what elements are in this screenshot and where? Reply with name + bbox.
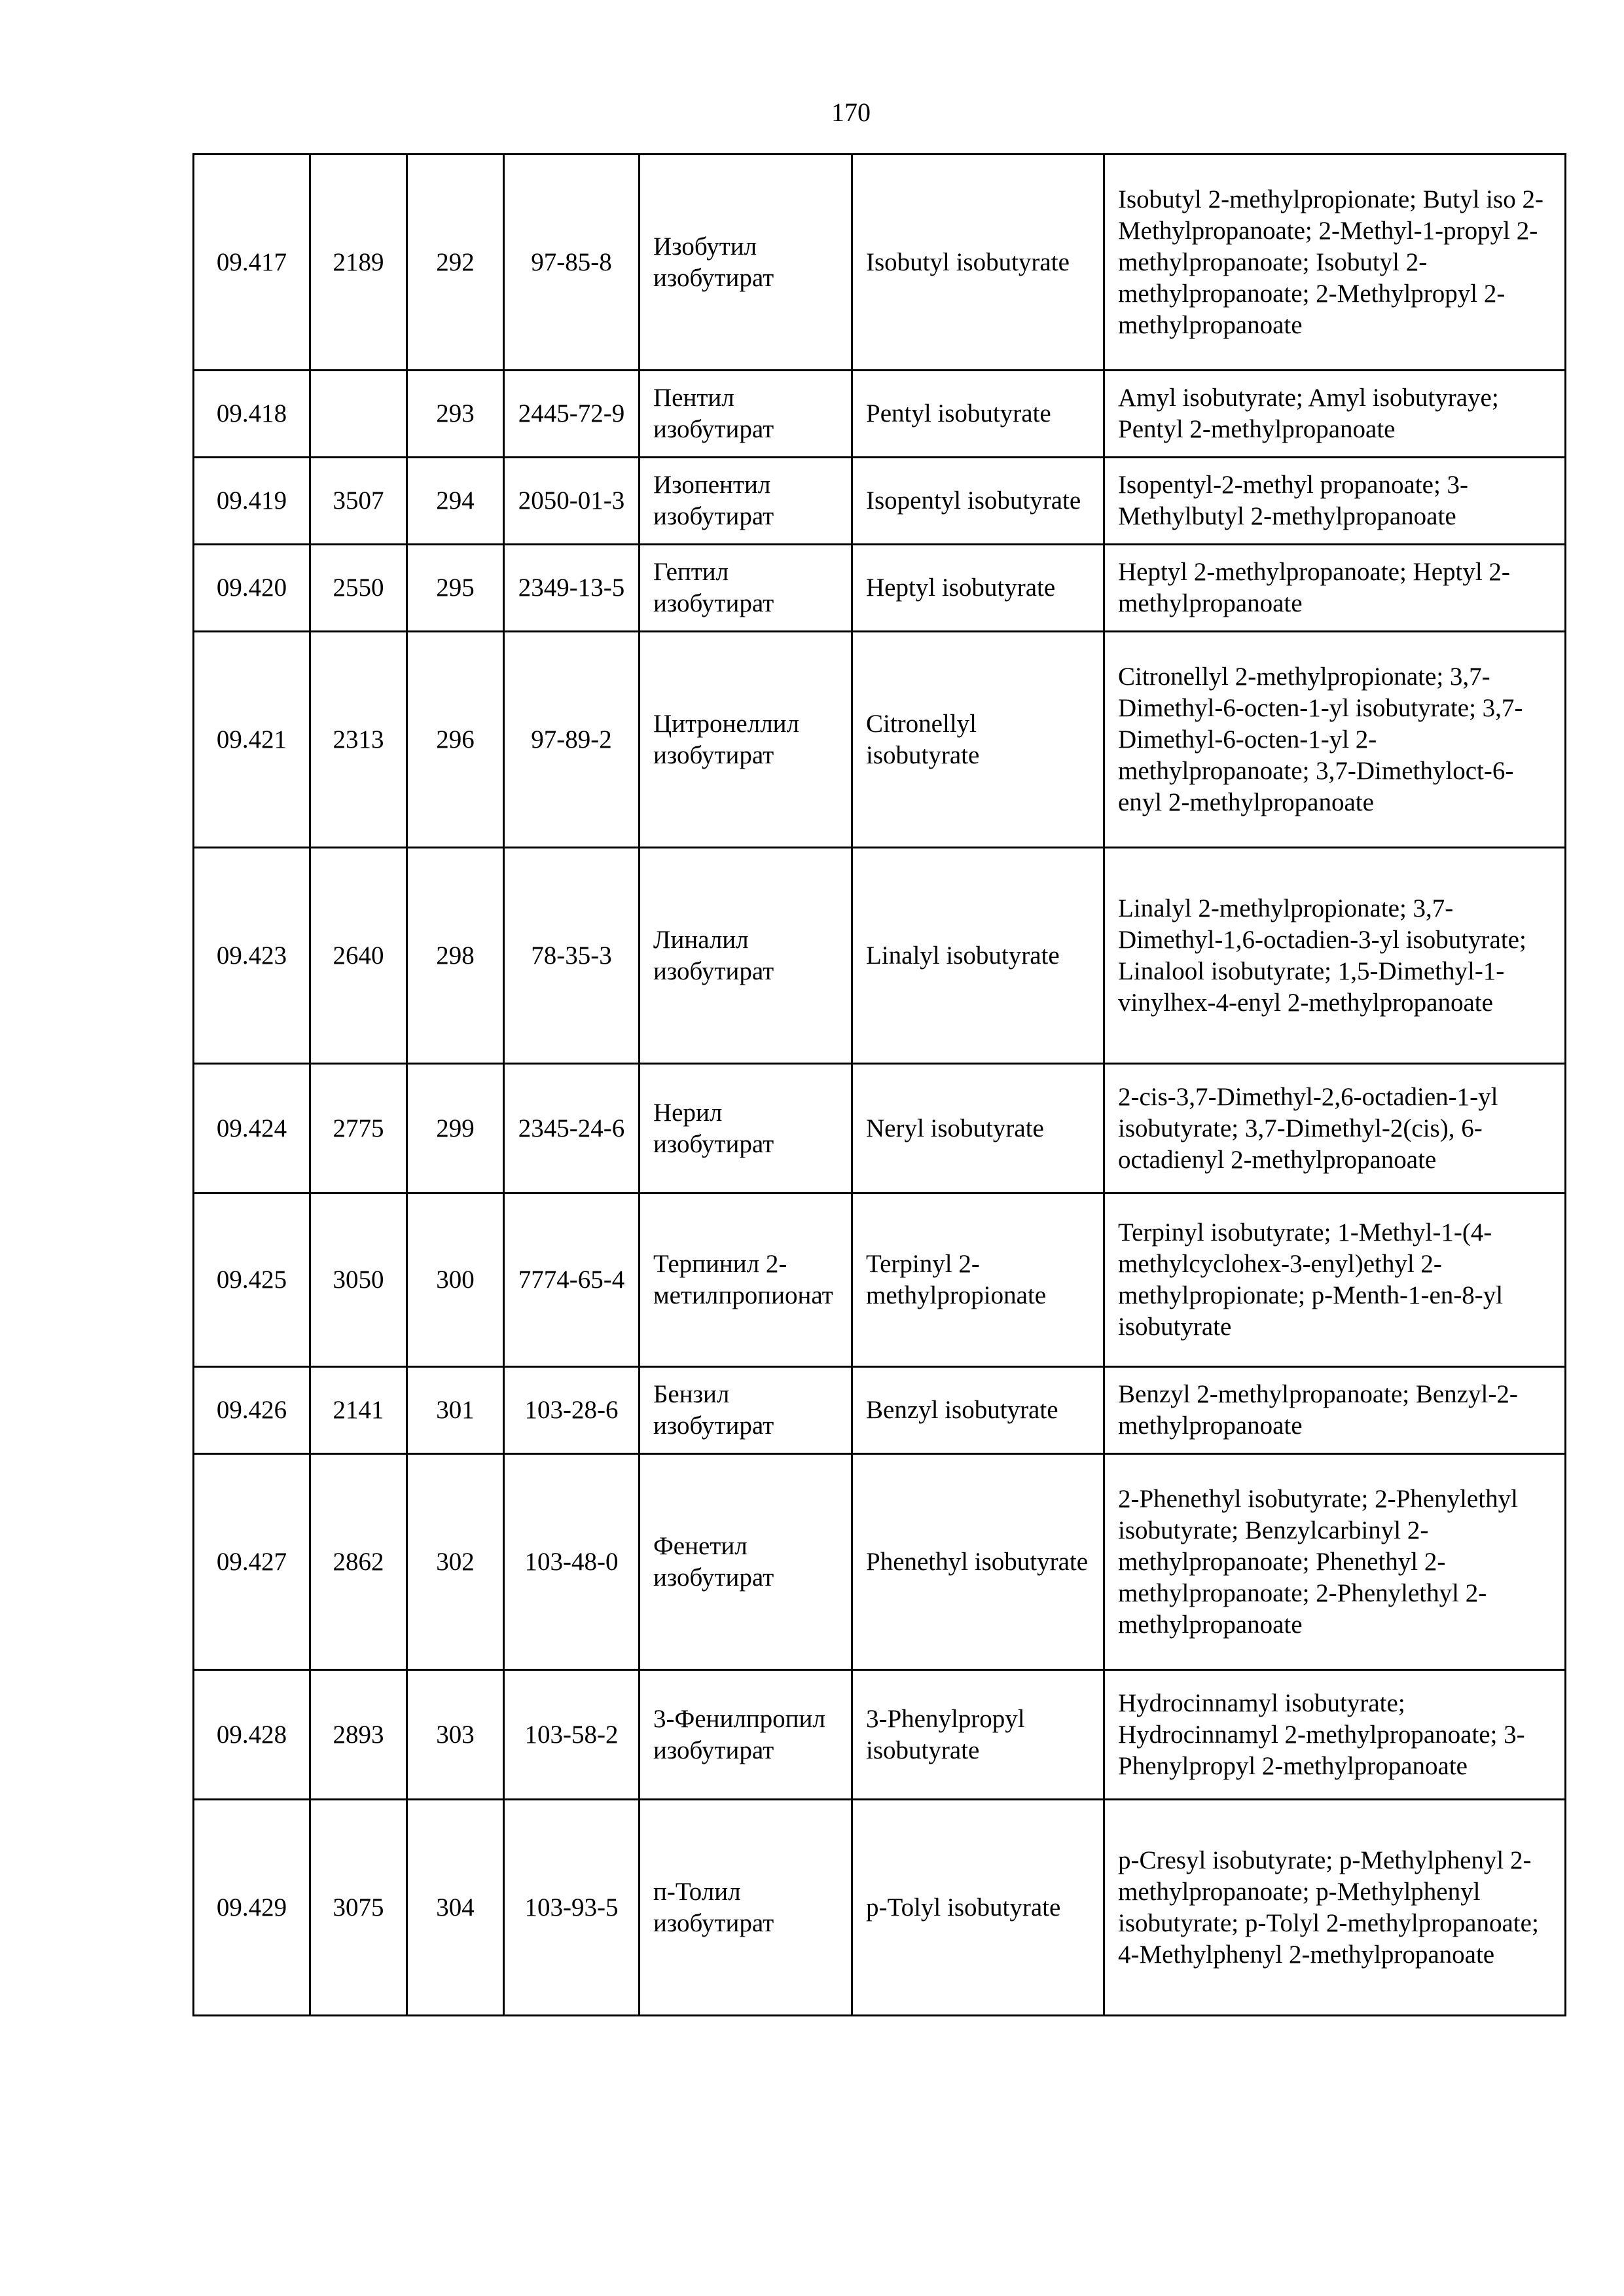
table-row — [194, 1670, 1566, 1800]
cell-fema: 2189 — [310, 155, 407, 371]
cell-name-ru: Терпинил 2-метилпропионат — [640, 1194, 852, 1367]
cell-synonyms: Citronellyl 2-methylpropionate; 3,7-Dimethyl-6-octen-1-yl isobutyrate; 3,7-Dimethyl-6-octen-1-yl 2-methylpropanoate; 3,7-Dimethyloct-6-enyl 2-methylpropanoate — [1104, 632, 1566, 848]
cell-code: 09.423 — [194, 848, 310, 1064]
cell-number: 301 — [407, 1367, 504, 1454]
table-row — [194, 1367, 1566, 1454]
cell-name-en: Terpinyl 2-methylpropionate — [852, 1194, 1104, 1367]
cell-name-ru: Бензил изобутират — [640, 1367, 852, 1454]
cell-synonyms: Terpinyl isobutyrate; 1-Methyl-1-(4-methylcyclohex-3-enyl)ethyl 2-methylpropionate; p-Menth-1-en-8-yl isobutyrate — [1104, 1194, 1566, 1367]
table-row — [194, 458, 1566, 545]
cell-number: 299 — [407, 1064, 504, 1194]
cell-fema: 3507 — [310, 458, 407, 545]
cell-name-en: p-Tolyl isobutyrate — [852, 1800, 1104, 2016]
table-row — [194, 1064, 1566, 1194]
cell-cas: 2445-72-9 — [504, 371, 640, 458]
cell-synonyms: Isobutyl 2-methylpropionate; Butyl iso 2-Methylpropanoate; 2-Methyl-1-propyl 2-methylpropanoate; Isobutyl 2-methylpropanoate; 2-Methylpropyl 2-methylpropanoate — [1104, 155, 1566, 371]
cell-number: 295 — [407, 545, 504, 632]
cell-number: 298 — [407, 848, 504, 1064]
cell-cas: 2050-01-3 — [504, 458, 640, 545]
cell-name-ru: Гептил изобутират — [640, 545, 852, 632]
cell-name-ru: Нерил изобутират — [640, 1064, 852, 1194]
cell-name-ru: Фенетил изобутират — [640, 1454, 852, 1670]
cell-name-ru: Пентил изобутират — [640, 371, 852, 458]
cell-cas: 2349-13-5 — [504, 545, 640, 632]
table-row — [194, 1194, 1566, 1367]
cell-fema: 2550 — [310, 545, 407, 632]
cell-number: 296 — [407, 632, 504, 848]
cell-cas: 78-35-3 — [504, 848, 640, 1064]
cell-cas: 103-58-2 — [504, 1670, 640, 1800]
table-row — [194, 545, 1566, 632]
cell-code: 09.426 — [194, 1367, 310, 1454]
cell-name-ru: 3-Фенилпропил изобутират — [640, 1670, 852, 1800]
cell-number: 302 — [407, 1454, 504, 1670]
cell-code: 09.418 — [194, 371, 310, 458]
cell-synonyms: Linalyl 2-methylpropionate; 3,7-Dimethyl-1,6-octadien-3-yl isobutyrate; Linalool isobutyrate; 1,5-Dimethyl-1-vinylhex-4-enyl 2-methylpropanoate — [1104, 848, 1566, 1064]
substance-table — [192, 153, 1566, 2016]
table-row — [194, 1800, 1566, 2016]
cell-cas: 103-48-0 — [504, 1454, 640, 1670]
cell-name-en: Benzyl isobutyrate — [852, 1367, 1104, 1454]
cell-name-ru: п-Толил изобутират — [640, 1800, 852, 2016]
cell-number: 292 — [407, 155, 504, 371]
cell-name-ru: Изопентил изобутират — [640, 458, 852, 545]
cell-name-en: 3-Phenylpropyl isobutyrate — [852, 1670, 1104, 1800]
cell-cas: 97-89-2 — [504, 632, 640, 848]
cell-name-en: Heptyl isobutyrate — [852, 545, 1104, 632]
cell-name-en: Phenethyl isobutyrate — [852, 1454, 1104, 1670]
cell-synonyms: 2-Phenethyl isobutyrate; 2-Phenylethyl isobutyrate; Benzylcarbinyl 2-methylpropanoate; Phenethyl 2-methylpropanoate; 2-Phenylethyl 2-methylpropanoate — [1104, 1454, 1566, 1670]
cell-fema — [310, 371, 407, 458]
cell-name-en: Neryl isobutyrate — [852, 1064, 1104, 1194]
cell-name-en: Citronellyl isobutyrate — [852, 632, 1104, 848]
cell-number: 303 — [407, 1670, 504, 1800]
cell-synonyms: 2-cis-3,7-Dimethyl-2,6-octadien-1-yl isobutyrate; 3,7-Dimethyl-2(cis), 6-octadienyl 2-methylpropanoate — [1104, 1064, 1566, 1194]
cell-code: 09.419 — [194, 458, 310, 545]
cell-synonyms: Hydrocinnamyl isobutyrate; Hydrocinnamyl 2-methylpropanoate; 3- Phenylpropyl 2-methylpropanoate — [1104, 1670, 1566, 1800]
cell-synonyms: Amyl isobutyrate; Amyl isobutyraye; Pentyl 2-methylpropanoate — [1104, 371, 1566, 458]
cell-code: 09.417 — [194, 155, 310, 371]
cell-code: 09.421 — [194, 632, 310, 848]
cell-fema: 3050 — [310, 1194, 407, 1367]
cell-cas: 97-85-8 — [504, 155, 640, 371]
cell-synonyms: Heptyl 2-methylpropanoate; Heptyl 2-methylpropanoate — [1104, 545, 1566, 632]
cell-name-ru: Линалил изобутират — [640, 848, 852, 1064]
cell-code: 09.424 — [194, 1064, 310, 1194]
cell-name-en: Linalyl isobutyrate — [852, 848, 1104, 1064]
page-number: 170 — [831, 98, 871, 127]
cell-fema: 2775 — [310, 1064, 407, 1194]
cell-number: 300 — [407, 1194, 504, 1367]
table-row — [194, 371, 1566, 458]
cell-name-ru: Цитронеллил изобутират — [640, 632, 852, 848]
cell-name-en: Isopentyl isobutyrate — [852, 458, 1104, 545]
cell-number: 294 — [407, 458, 504, 545]
cell-name-ru: Изобутил изобутират — [640, 155, 852, 371]
cell-fema: 2313 — [310, 632, 407, 848]
cell-cas: 7774-65-4 — [504, 1194, 640, 1367]
cell-cas: 2345-24-6 — [504, 1064, 640, 1194]
table-row — [194, 848, 1566, 1064]
cell-cas: 103-93-5 — [504, 1800, 640, 2016]
cell-code: 09.429 — [194, 1800, 310, 2016]
cell-name-en: Pentyl isobutyrate — [852, 371, 1104, 458]
cell-code: 09.428 — [194, 1670, 310, 1800]
cell-name-en: Isobutyl isobutyrate — [852, 155, 1104, 371]
table-row — [194, 1454, 1566, 1670]
table-row — [194, 632, 1566, 848]
table-row — [194, 155, 1566, 371]
table-body — [194, 155, 1566, 2016]
cell-fema: 3075 — [310, 1800, 407, 2016]
cell-code: 09.427 — [194, 1454, 310, 1670]
cell-fema: 2141 — [310, 1367, 407, 1454]
cell-code: 09.420 — [194, 545, 310, 632]
cell-synonyms: p-Cresyl isobutyrate; p-Methylphenyl 2-methylpropanoate; p-Methylphenyl isobutyrate; p-Tolyl 2-methylpropanoate; 4-Methylphenyl 2-methylpropanoate — [1104, 1800, 1566, 2016]
cell-synonyms: Isopentyl-2-methyl propanoate; 3-Methylbutyl 2-methylpropanoate — [1104, 458, 1566, 545]
cell-number: 293 — [407, 371, 504, 458]
cell-fema: 2862 — [310, 1454, 407, 1670]
cell-number: 304 — [407, 1800, 504, 2016]
cell-synonyms: Benzyl 2-methylpropanoate; Benzyl-2-methylpropanoate — [1104, 1367, 1566, 1454]
cell-fema: 2640 — [310, 848, 407, 1064]
cell-code: 09.425 — [194, 1194, 310, 1367]
cell-cas: 103-28-6 — [504, 1367, 640, 1454]
cell-fema: 2893 — [310, 1670, 407, 1800]
